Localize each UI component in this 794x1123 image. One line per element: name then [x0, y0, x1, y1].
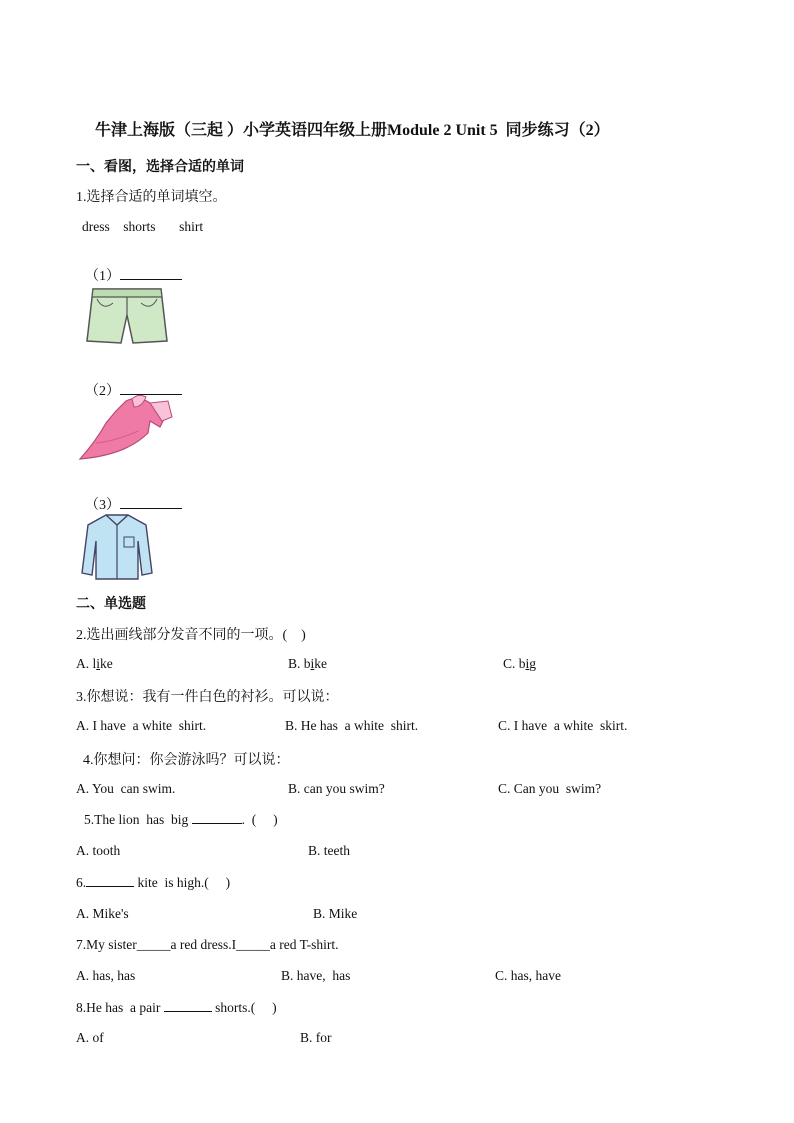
question-6-stem: 6. kite is high.( ) [76, 875, 231, 890]
option-b[interactable]: B. teeth [308, 843, 350, 858]
option-a[interactable]: A. Mike's [76, 906, 129, 921]
question-2-stem: 2.选出画线部分发音不同的一项。( ) [76, 628, 306, 643]
shorts-image [85, 285, 169, 347]
item-label: （2） [85, 384, 120, 399]
item-label: （1） [85, 269, 120, 284]
item-3 [78, 478, 182, 514]
answer-blank[interactable] [192, 811, 242, 824]
option-a[interactable]: A. like [76, 656, 113, 671]
option-b[interactable]: B. bike [288, 656, 328, 671]
question-5-stem: 5.The lion has big . ( ) [84, 812, 278, 827]
option-a[interactable]: A. tooth [76, 843, 121, 858]
answer-blank[interactable] [164, 999, 212, 1012]
option-c[interactable]: C. big [503, 656, 537, 671]
section-heading-2: 二、单选题 [76, 597, 146, 612]
option-a[interactable]: A. You can swim. [76, 781, 176, 796]
option-a[interactable]: A. I have a white shirt. [76, 718, 207, 733]
option-c[interactable]: C. I have a white skirt. [498, 718, 628, 733]
shirt-image [80, 511, 154, 581]
question-8-stem: 8.He has a pair shorts.( ) [76, 1000, 277, 1015]
item-1 [78, 249, 182, 285]
answer-blank[interactable] [120, 267, 182, 280]
question-3-stem: 3.你想说：我有一件白色的衬衫。可以说： [76, 690, 339, 705]
word-bank: dress shorts shirt [82, 219, 204, 234]
option-c[interactable]: C. Can you swim? [498, 781, 602, 796]
option-b[interactable]: B. can you swim? [288, 781, 385, 796]
question-4-stem: 4.你想问：你会游泳吗？可以说： [83, 753, 290, 768]
item-label: （3） [85, 498, 120, 513]
page-title: 牛津上海版（三起 ）小学英语四年级上册Module 2 Unit 5 同步练习（2） [95, 122, 610, 139]
option-b[interactable]: B. Mike [313, 906, 358, 921]
dress-image [76, 393, 180, 463]
option-b[interactable]: B. He has a white shirt. [285, 718, 419, 733]
option-a[interactable]: A. of [76, 1030, 104, 1045]
option-c[interactable]: C. has, have [495, 968, 561, 983]
option-a[interactable]: A. has, has [76, 968, 136, 983]
section-heading-1: 一、看图，选择合适的单词 [76, 160, 244, 175]
option-b[interactable]: B. have, has [281, 968, 351, 983]
answer-blank[interactable] [86, 874, 134, 887]
question-7-stem: 7.My sister_____a red dress.I_____a red T-shirt. [76, 937, 339, 952]
question-1-stem: 1.选择合适的单词填空。 [76, 190, 227, 205]
answer-blank[interactable] [120, 496, 182, 509]
option-b[interactable]: B. for [300, 1030, 332, 1045]
